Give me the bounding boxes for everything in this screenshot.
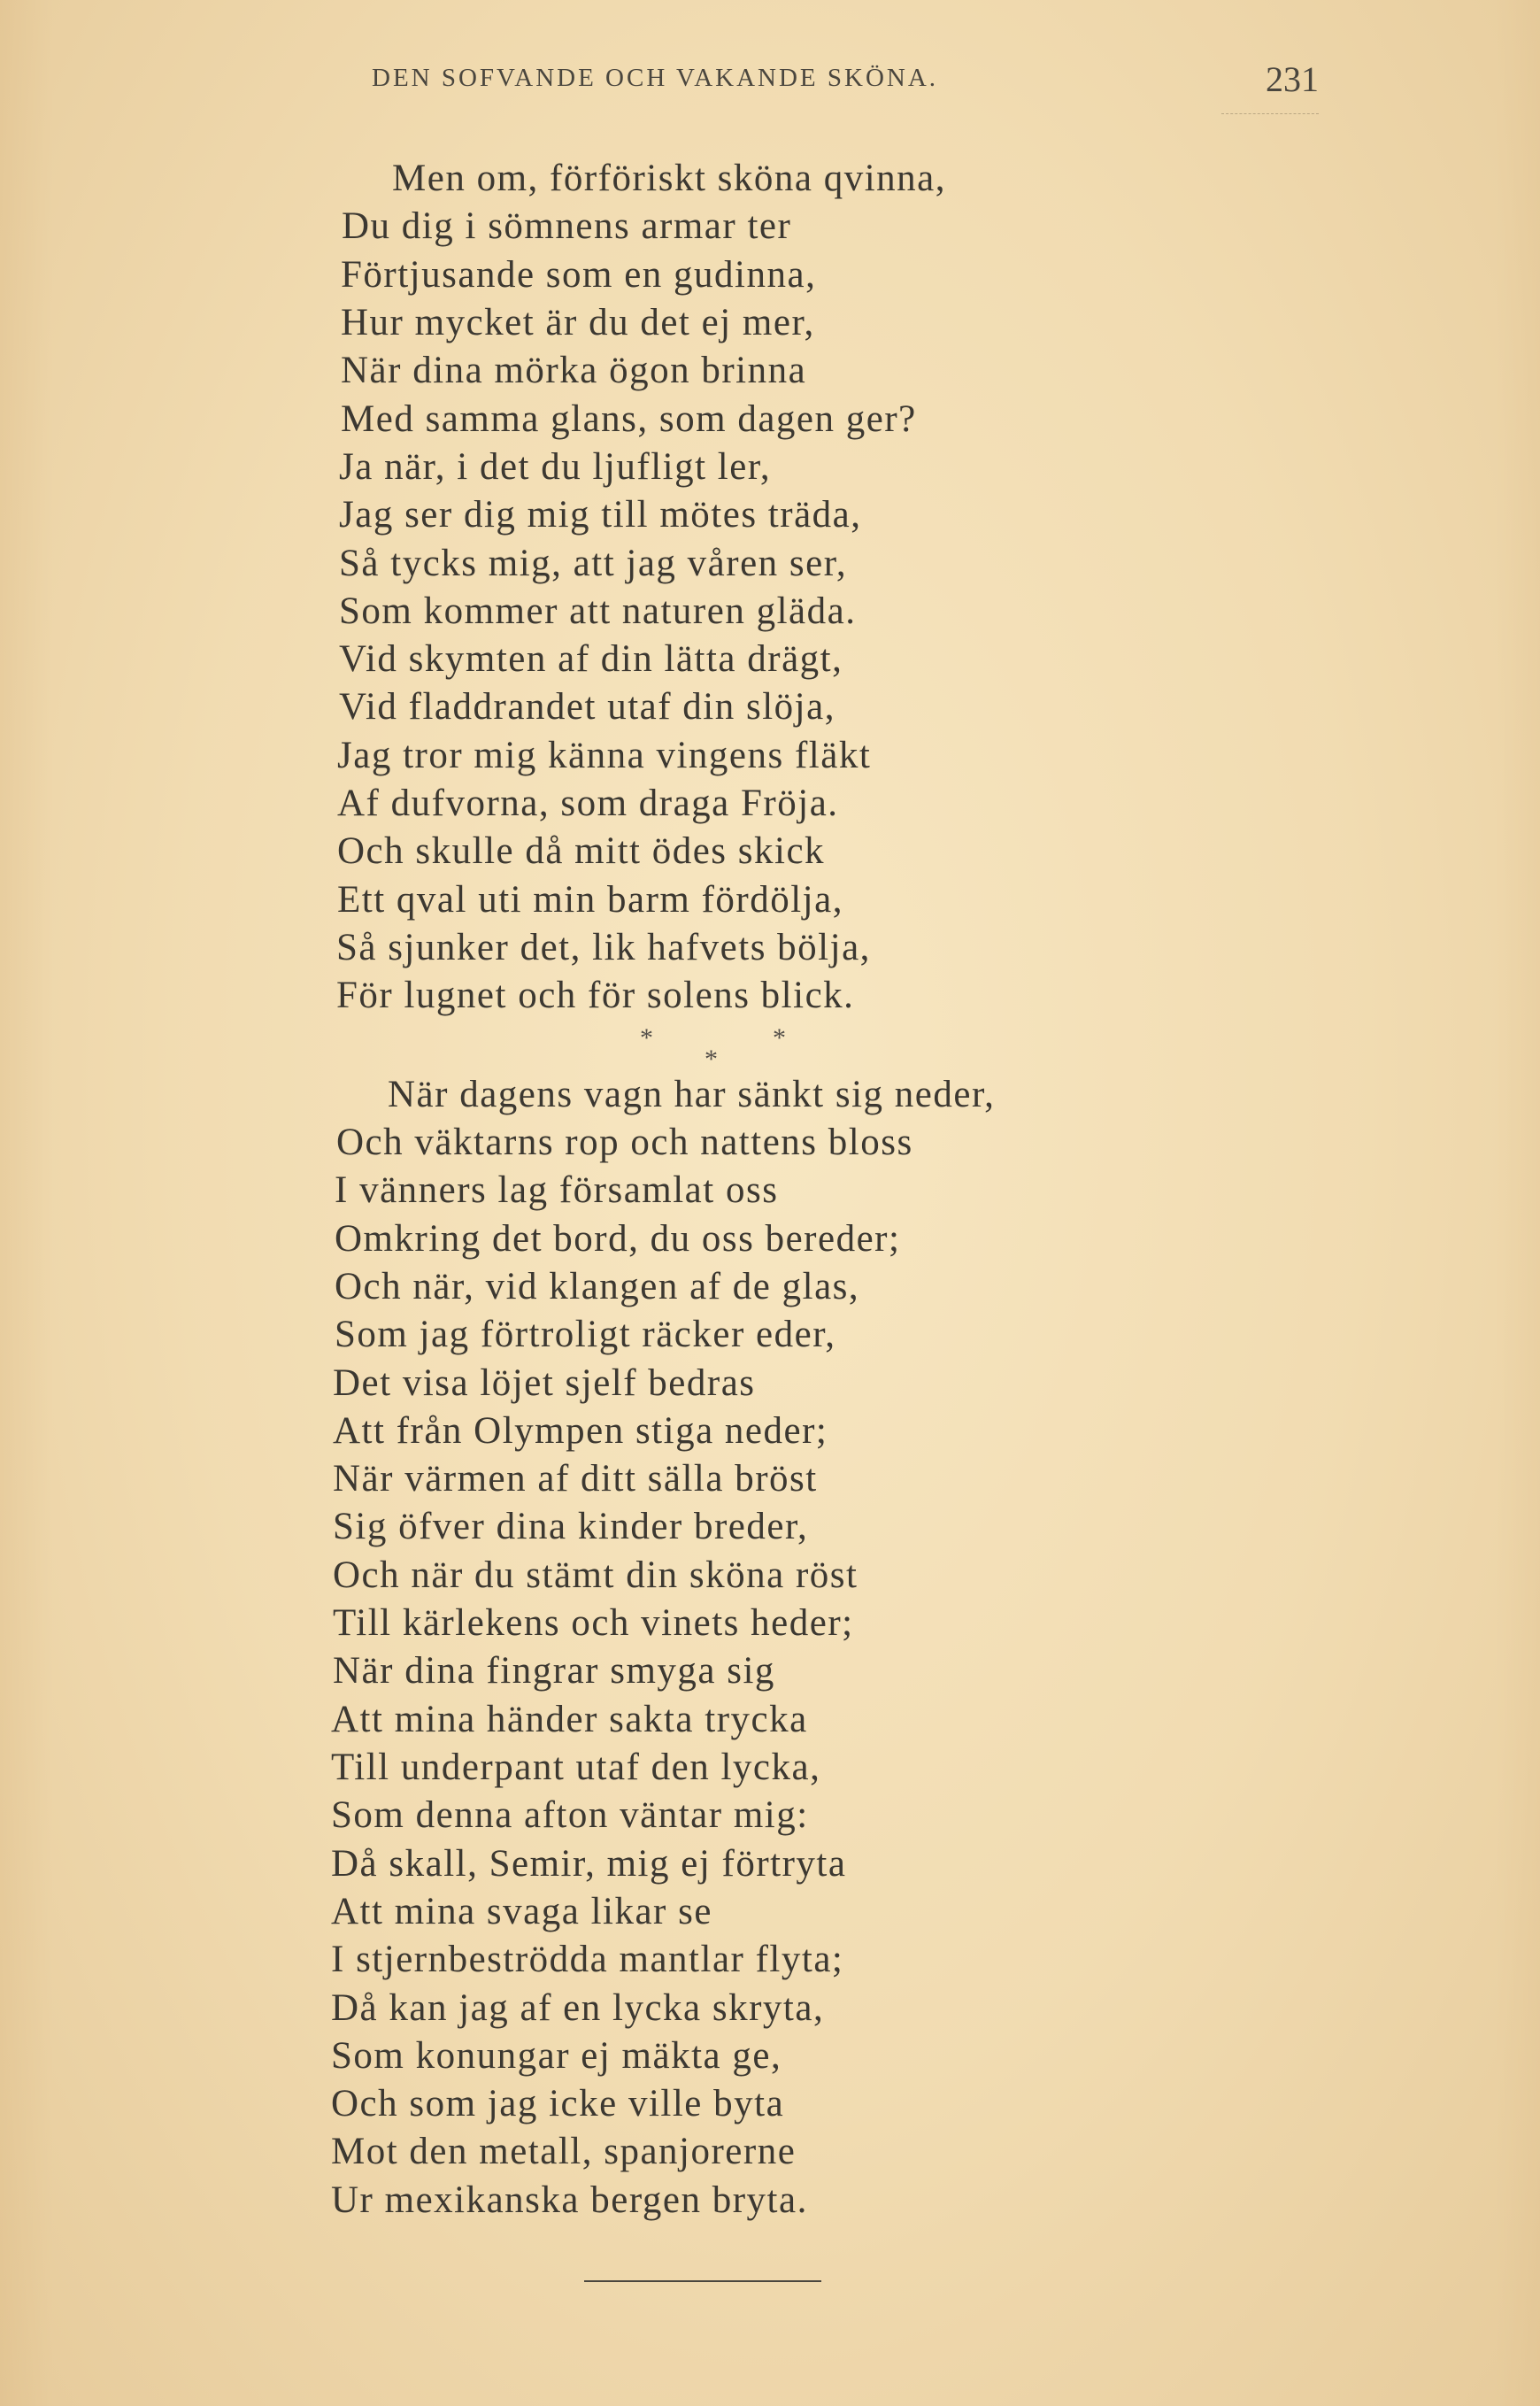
page-number: 231 <box>1266 59 1319 99</box>
verse-line: Att mina händer sakta trycka <box>331 1699 808 1740</box>
verse-line: Jag tror mig känna vingens fläkt <box>337 735 872 776</box>
verse-line: Att från Olympen stiga neder; <box>333 1410 828 1452</box>
running-head: DEN SOFVANDE OCH VAKANDE SKÖNA. <box>372 64 939 92</box>
verse-line: Mot den metall, spanjorerne <box>331 2131 797 2172</box>
verse-line: Du dig i sömnens armar ter <box>342 205 792 247</box>
verse-line: Ett qval uti min barm fördölja, <box>337 879 843 921</box>
verse-line: Som kommer att naturen gläda. <box>339 590 857 632</box>
verse-line: Så tycks mig, att jag våren ser, <box>339 543 848 584</box>
verse-line: Då kan jag af en lycka skryta, <box>331 1987 825 2029</box>
verse-line: För lugnet och för solens blick. <box>336 975 855 1016</box>
verse-line: Ur mexikanska bergen bryta. <box>331 2179 808 2221</box>
verse-line: Af dufvorna, som draga Fröja. <box>337 783 839 824</box>
verse-line: Till underpant utaf den lycka, <box>331 1747 821 1788</box>
verse-line: Men om, förföriskt sköna qvinna, <box>392 158 947 199</box>
verse-line: Så sjunker det, lik hafvets bölja, <box>336 927 871 968</box>
verse-line: Jag ser dig mig till mötes träda, <box>339 494 862 536</box>
verse-line: Det visa löjet sjelf bedras <box>333 1362 756 1404</box>
separator-star: * <box>640 1023 653 1053</box>
verse-line: När dina fingrar smyga sig <box>333 1650 775 1692</box>
verse-line: Som denna afton väntar mig: <box>331 1794 809 1836</box>
verse-line: Hur mycket är du det ej mer, <box>341 302 815 343</box>
verse-line: Ja när, i det du ljufligt ler, <box>339 446 772 488</box>
verse-line: Då skall, Semir, mig ej förtryta <box>331 1843 847 1885</box>
verse-line: Och när du stämt din sköna röst <box>333 1554 859 1596</box>
verse-line: Och skulle då mitt ödes skick <box>337 830 826 872</box>
verse-line: Sig öfver dina kinder breder, <box>333 1506 809 1547</box>
verse-line: Vid fladdrandet utaf din slöja, <box>339 686 835 728</box>
end-rule <box>584 2280 821 2282</box>
verse-line: I vänners lag församlat oss <box>335 1169 779 1211</box>
verse-line: Att mina svaga likar se <box>331 1891 712 1932</box>
verse-line: I stjernbeströdda mantlar flyta; <box>331 1939 844 1980</box>
verse-line: När dagens vagn har sänkt sig neder, <box>388 1074 996 1115</box>
verse-line: När dina mörka ögon brinna <box>341 350 807 391</box>
verse-line: Förtjusande som en gudinna, <box>341 254 817 296</box>
verse-line: Och som jag icke ville byta <box>331 2083 785 2125</box>
verse-line: När värmen af ditt sälla bröst <box>333 1458 818 1500</box>
separator-star: * <box>773 1023 786 1053</box>
verse-line: Vid skymten af din lätta drägt, <box>339 638 843 680</box>
verse-line: Till kärlekens och vinets heder; <box>333 1602 854 1644</box>
header-rule <box>1221 113 1319 114</box>
verse-line: Omkring det bord, du oss bereder; <box>335 1218 901 1260</box>
verse-line: Och väktarns rop och nattens bloss <box>336 1122 913 1163</box>
separator-star: * <box>705 1045 718 1074</box>
verse-line: Och när, vid klangen af de glas, <box>335 1266 860 1307</box>
verse-line: Som konungar ej mäkta ge, <box>331 2035 782 2077</box>
verse-line: Som jag förtroligt räcker eder, <box>335 1314 836 1355</box>
verse-line: Med samma glans, som dagen ger? <box>341 398 917 440</box>
